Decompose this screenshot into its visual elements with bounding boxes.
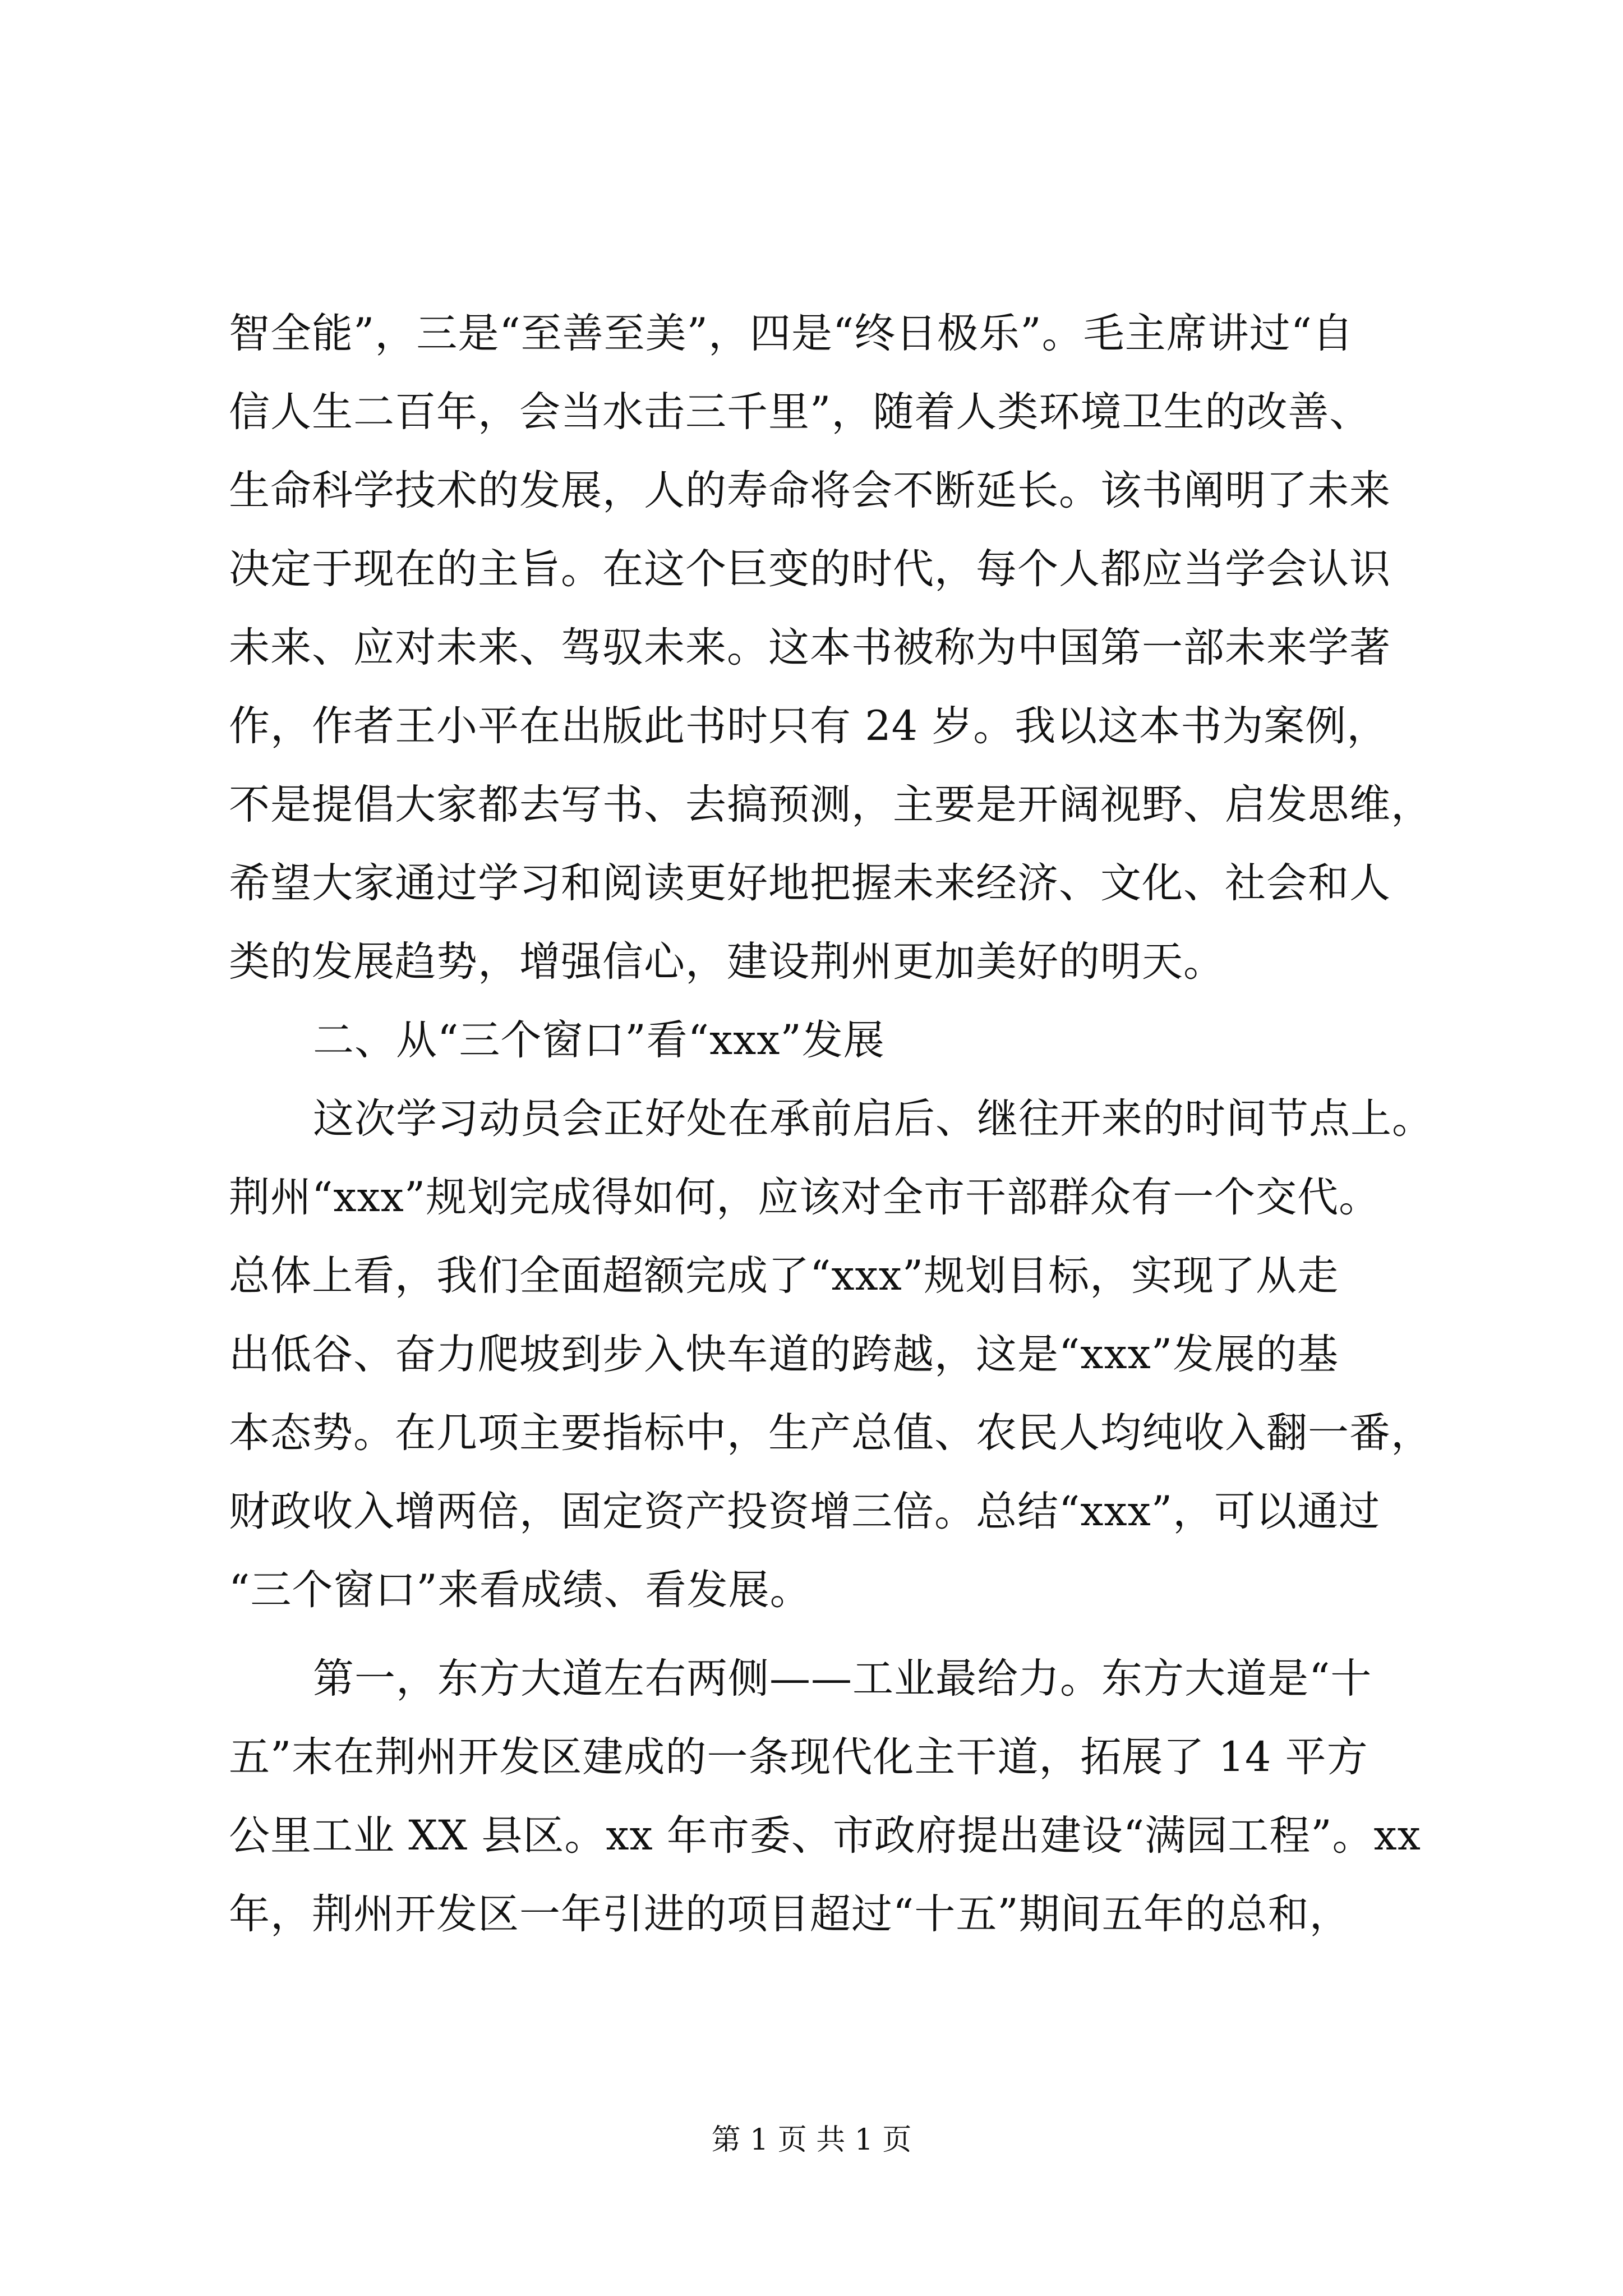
text-line: 总体上看，我们全面超额完成了“xxx”规划目标，实现了从走 (229, 1252, 1339, 1300)
document-body (229, 295, 1433, 1954)
text-line: 年，荆州开发区一年引进的项目超过“十五”期间五年的总和， (229, 1890, 1351, 1938)
section-heading: 二、从“三个窗口”看“xxx”发展 (313, 1016, 885, 1064)
text-line: 出低谷、奋力爬坡到步入快车道的跨越，这是“xxx”发展的基 (229, 1331, 1339, 1378)
text-line: “三个窗口”来看成绩、看发展。 (229, 1566, 811, 1614)
text-line: 不是提倡大家都去写书、去搞预测，主要是开阔视野、启发思维， (229, 781, 1432, 829)
text-line: 智全能”，三是“至善至美”，四是“终日极乐”。毛主席讲过“自 (229, 310, 1354, 357)
text-line: 荆州“xxx”规划完成得如何，应该对全市干部群众有一个交代。 (229, 1174, 1381, 1221)
text-line: 这次学习动员会正好处在承前启后、继往开来的时间节点上。 (313, 1095, 1433, 1143)
text-line: 未来、应对未来、驾驭未来。这本书被称为中国第一部未来学著 (229, 624, 1391, 671)
text-line: 财政收入增两倍，固定资产投资增三倍。总结“xxx”，可以通过 (229, 1488, 1381, 1535)
text-line: 信人生二百年，会当水击三千里”，随着人类环境卫生的改善、 (229, 388, 1371, 436)
text-line: 本态势。在几项主要指标中，生产总值、农民人均纯收入翻一番， (229, 1409, 1432, 1457)
text-line: 作，作者王小平在出版此书时只有 24 岁。我以这本书为案例， (229, 702, 1389, 750)
text-line: 公里工业 XX 县区。xx 年市委、市政府提出建设“满园工程”。xx (229, 1812, 1421, 1860)
text-line: 类的发展趋势，增强信心，建设荆州更加美好的明天。 (229, 938, 1225, 986)
page-footer: 第 1 页 共 1 页 (711, 2123, 912, 2157)
text-line: 五”末在荆州开发区建成的一条现代化主干道，拓展了 14 平方 (229, 1733, 1368, 1781)
text-line: 生命科学技术的发展，人的寿命将会不断延长。该书阐明了未来 (229, 467, 1391, 514)
text-line: 第一，东方大道左右两侧——工业最给力。东方大道是“十 (313, 1655, 1372, 1703)
text-line: 决定于现在的主旨。在这个巨变的时代，每个人都应当学会认识 (229, 545, 1391, 593)
text-line: 希望大家通过学习和阅读更好地把握未来经济、文化、社会和人 (229, 859, 1391, 907)
